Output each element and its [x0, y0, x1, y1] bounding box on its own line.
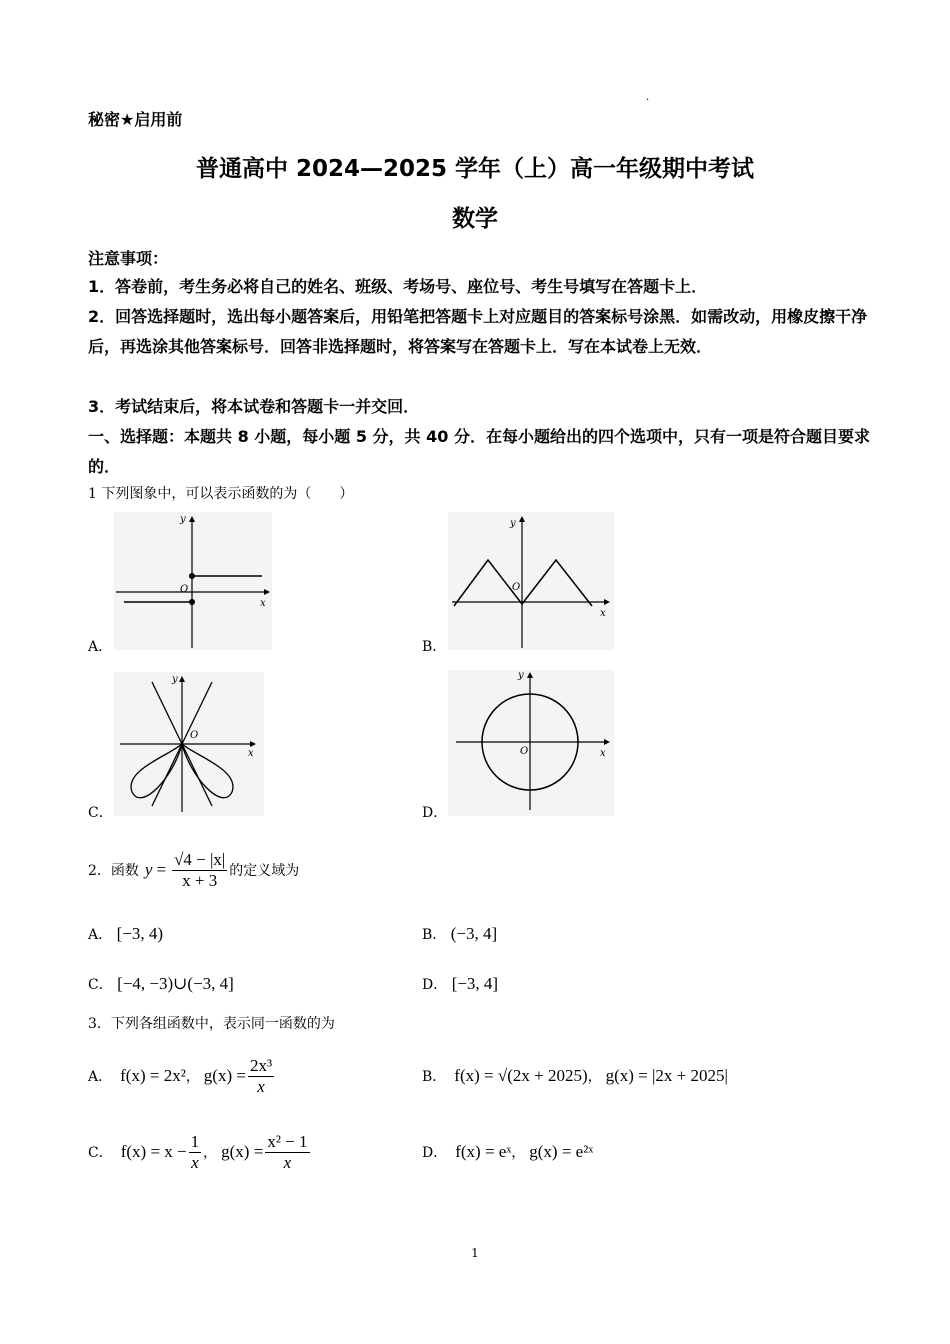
- graph-c: [114, 672, 264, 816]
- q2-option-c: [88, 974, 234, 994]
- q3-option-a-sep: ，: [185, 1069, 200, 1085]
- graph-a-upper-dot: [189, 573, 195, 579]
- q3-option-b-sep: ，: [587, 1069, 602, 1085]
- graph-c-y-arrow: [179, 676, 185, 682]
- q3-option-a-g-num: 2x³: [249, 1055, 273, 1075]
- q3-option-c-label: C．: [88, 1145, 113, 1161]
- q2-option-d: [422, 974, 498, 994]
- q3-option-a: [88, 1050, 276, 1102]
- q3-option-c-g-lhs: g(x) =: [221, 1142, 264, 1161]
- graph-a-y-arrow: [189, 516, 195, 522]
- section-heading: 一、选择题：本题共 8 小题，每小题 5 分，共 40 分．在每小题给出的四个选项中，只有一项是符合题目要求的．: [88, 427, 870, 476]
- q2-option-b-text: (−3, 4]: [450, 924, 498, 943]
- subject-title: 数学: [452, 206, 498, 232]
- confidential-label: 秘密★启用前: [88, 110, 183, 129]
- q3-option-d-g: g(x) = e²ˣ: [529, 1142, 594, 1161]
- q3-option-b-g: g(x) = |2x + 2025|: [605, 1066, 728, 1085]
- q2-option-b: [422, 924, 497, 944]
- q3-option-d-sep: ，: [511, 1145, 526, 1161]
- q2-option-c-label: C．: [88, 977, 113, 993]
- q2-fraction: [172, 850, 227, 891]
- exam-title: 普通高中 2024—2025 学年（上）高一年级期中考试: [195, 156, 755, 182]
- question-3-stem: 3．下列各组函数中，表示同一函数的为: [88, 1016, 335, 1032]
- page-number: 1: [471, 1246, 479, 1260]
- stray-dot: .: [646, 92, 650, 103]
- graph-d-x-label: x: [600, 748, 606, 759]
- q2-option-c-text: [−4, −3)∪(−3, 4]: [117, 974, 234, 993]
- notice-item-3: 3．考试结束后，将本试卷和答题卡一并交回．: [88, 397, 420, 416]
- graph-a-y-label: y: [180, 514, 186, 525]
- q2-eq: =: [156, 860, 167, 879]
- q1-option-b-label: B．: [422, 639, 447, 655]
- graph-b-y-arrow: [519, 516, 525, 522]
- q3-option-c-f-num: 1: [190, 1131, 200, 1151]
- q3-option-b-f: f(x) = √(2x + 2025): [454, 1066, 588, 1085]
- q1-option-a-label: A．: [88, 639, 113, 655]
- graph-b: [448, 512, 614, 650]
- q3-option-c-f-fraction: [189, 1132, 202, 1173]
- graph-c-right-petal: [182, 744, 233, 798]
- q3-option-b: [422, 1050, 728, 1102]
- graph-c-left-petal: [131, 744, 182, 798]
- q3-option-c-g-den: x: [283, 1152, 292, 1172]
- graph-a-x-label: x: [260, 598, 266, 609]
- q2-option-d-text: [−3, 4]: [451, 974, 499, 993]
- q2-denominator: x + 3: [182, 870, 218, 890]
- q2-option-d-label: D．: [422, 977, 448, 993]
- graph-d-x-arrow: [604, 739, 610, 745]
- q3-option-a-g-fraction: [248, 1056, 274, 1097]
- q3-option-d-f: f(x) = eˣ: [455, 1142, 512, 1161]
- q3-option-c: [88, 1124, 312, 1180]
- graph-b-x-arrow: [604, 599, 610, 605]
- notice-item-1: 1．答卷前，考生务必将自己的姓名、班级、考场号、座位号、考生号填写在答题卡上．: [88, 277, 708, 296]
- graph-a-x-arrow: [264, 589, 270, 595]
- notice-item-2: 2．回答选择题时，选出每小题答案后，用铅笔把答题卡上对应题目的答案标号涂黑．如需改动，用橡皮擦干净后，再选涂其他答案标号．回答非选择题时，将答案写在答题卡上．写在本试卷上无效．: [88, 307, 868, 356]
- graph-c-x-arrow: [250, 741, 256, 747]
- q3-option-b-label: B．: [422, 1069, 447, 1085]
- q3-option-a-g-lhs: g(x) =: [203, 1066, 246, 1085]
- q2-prefix: 2．函数: [88, 863, 139, 879]
- graph-c-origin-label: O: [190, 730, 199, 741]
- graph-c-y-label: y: [172, 674, 178, 685]
- notice-heading: 注意事项：: [88, 249, 169, 268]
- q3-option-c-f-den: x: [191, 1152, 199, 1172]
- q1-option-c-label: C．: [88, 805, 113, 821]
- graph-d-y-arrow: [527, 672, 533, 678]
- q3-option-a-f: f(x) = 2x²: [120, 1066, 186, 1085]
- q2-suffix: 的定义域为: [229, 863, 300, 879]
- q1-option-d-label: D．: [422, 805, 448, 821]
- graph-a-lower-dot: [189, 599, 195, 605]
- graph-b-origin-label: O: [512, 582, 521, 593]
- graph-d-y-label: y: [518, 670, 524, 681]
- graph-b-x-label: x: [600, 608, 606, 619]
- graph-c-x-label: x: [248, 748, 254, 759]
- q3-option-c-f-lhs: f(x) = x −: [120, 1142, 187, 1161]
- graph-d: [448, 670, 614, 816]
- q2-numerator: √4 − |x|: [174, 849, 226, 869]
- q3-option-d: [422, 1124, 593, 1180]
- q2-option-a-text: [−3, 4): [116, 924, 163, 943]
- graph-a-origin-label: O: [180, 584, 189, 595]
- graph-d-origin-label: O: [520, 746, 529, 757]
- graph-a: [114, 512, 272, 650]
- question-1-stem: 1 下列图象中，可以表示函数的为（ ）: [88, 486, 354, 502]
- q3-option-c-sep: ，: [203, 1145, 218, 1161]
- q2-option-a: [88, 924, 163, 944]
- q3-option-c-g-fraction: [265, 1132, 309, 1173]
- question-2-stem: [88, 840, 299, 900]
- q3-option-d-label: D．: [422, 1145, 448, 1161]
- q2-y: y: [144, 860, 153, 879]
- q3-option-c-g-num: x² − 1: [267, 1131, 308, 1151]
- q3-option-a-g-den: x: [257, 1076, 265, 1096]
- graph-b-zigzag: [454, 560, 592, 606]
- graph-b-y-label: y: [510, 518, 516, 529]
- q2-option-a-label: A．: [88, 927, 113, 943]
- q2-option-b-label: B．: [422, 927, 447, 943]
- q3-option-a-label: A．: [88, 1069, 113, 1085]
